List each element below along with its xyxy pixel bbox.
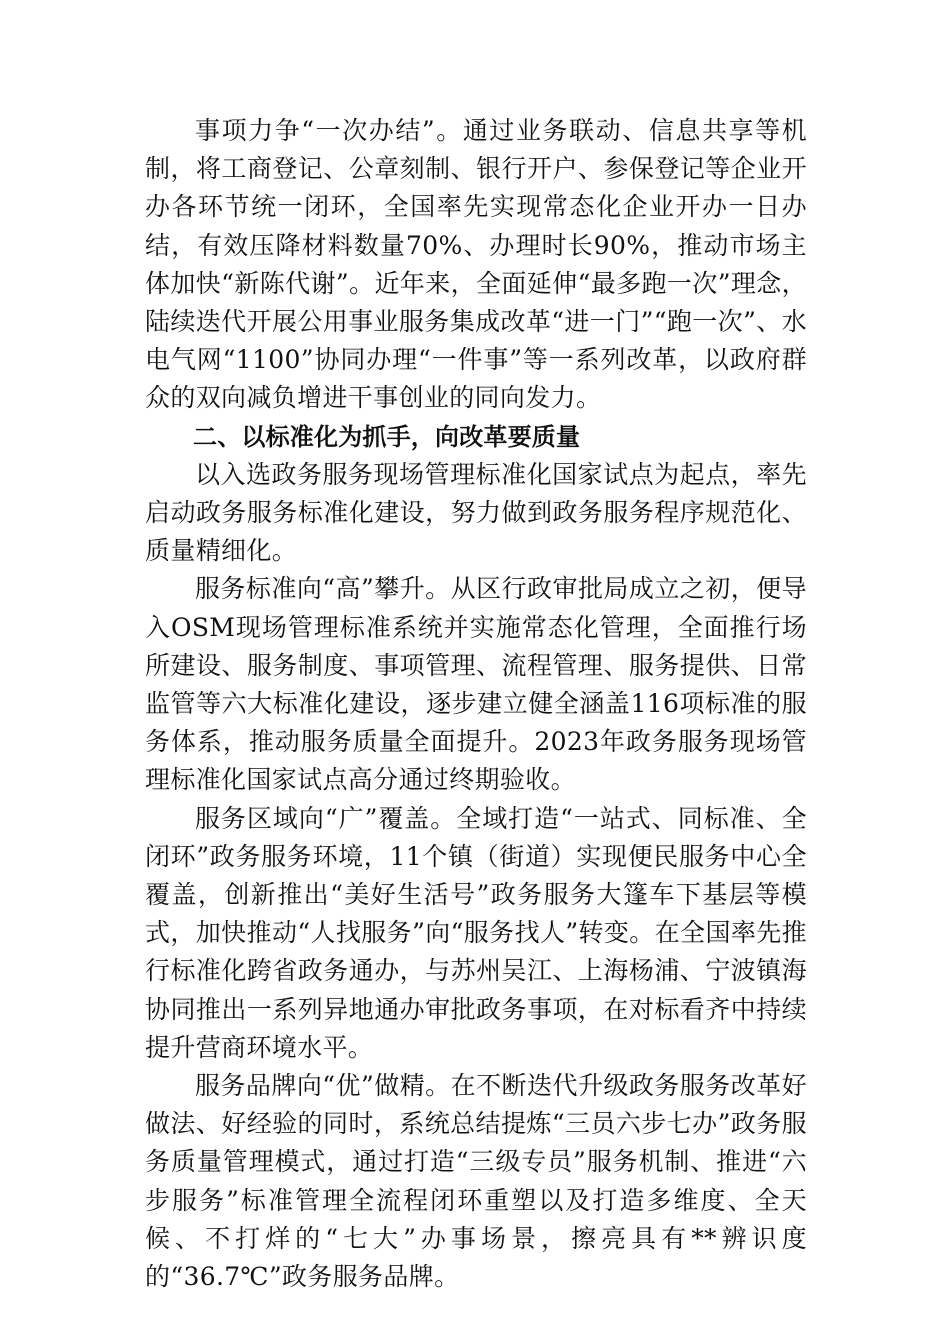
body-paragraph: 服务标准向“高”攀升。从区行政审批局成立之初，便导入OSM现场管理标准系统并实施常态化管理，全面推行场所建设、服务制度、事项管理、流程管理、服务提供、日常监管等六大标准化建设，逐步建立健全涵盖116项标准的服务体系，推动服务质量全面提升。2023年政务服务现场管理标准化国家试点高分通过终期验收。 [145, 574, 807, 795]
section-heading: 二、以标准化为抓手，向改革要质量 [193, 422, 581, 451]
document-page [145, 112, 807, 1296]
body-paragraph: 事项力争“一次办结”。通过业务联动、信息共享等机制，将工商登记、公章刻制、银行开户、参保登记等企业开办各环节统一闭环，全国率先实现常态化企业开办一日办结，有效压降材料数量70%、办理时长90%，推动市场主体加快“新陈代谢”。近年来，全面延伸“最多跑一次”理念，陆续迭代开展公用事业服务集成改革“进一门”“跑一次”、水电气网“1100”协同办理“一件事”等一系列改革，以政府群众的双向减负增进干事创业的同向发力。 [145, 116, 807, 413]
body-paragraph: 服务品牌向“优”做精。在不断迭代升级政务服务改革好做法、好经验的同时，系统总结提炼“三员六步七办”政务服务质量管理模式，通过打造“三级专员”服务机制、推进“六步服务”标准管理全流程闭环重塑以及打造多维度、全天候、不打烊的“七大”办事场景，擦亮具有**辨识度的“36.7℃”政务服务品牌。 [145, 1071, 807, 1292]
body-paragraph: 服务区域向“广”覆盖。全域打造“一站式、同标准、全闭环”政务服务环境，11个镇（街道）实现便民服务中心全覆盖，创新推出“美好生活号”政务服务大篷车下基层等模式，加快推动“人找服务”向“服务找人”转变。在全国率先推行标准化跨省政务通办，与苏州吴江、上海杨浦、宁波镇海协同推出一系列异地通办审批政务事项，在对标看齐中持续提升营商环境水平。 [145, 803, 807, 1062]
body-paragraph: 以入选政务服务现场管理标准化国家试点为起点，率先启动政务服务标准化建设，努力做到政务服务程序规范化、质量精细化。 [145, 459, 807, 566]
